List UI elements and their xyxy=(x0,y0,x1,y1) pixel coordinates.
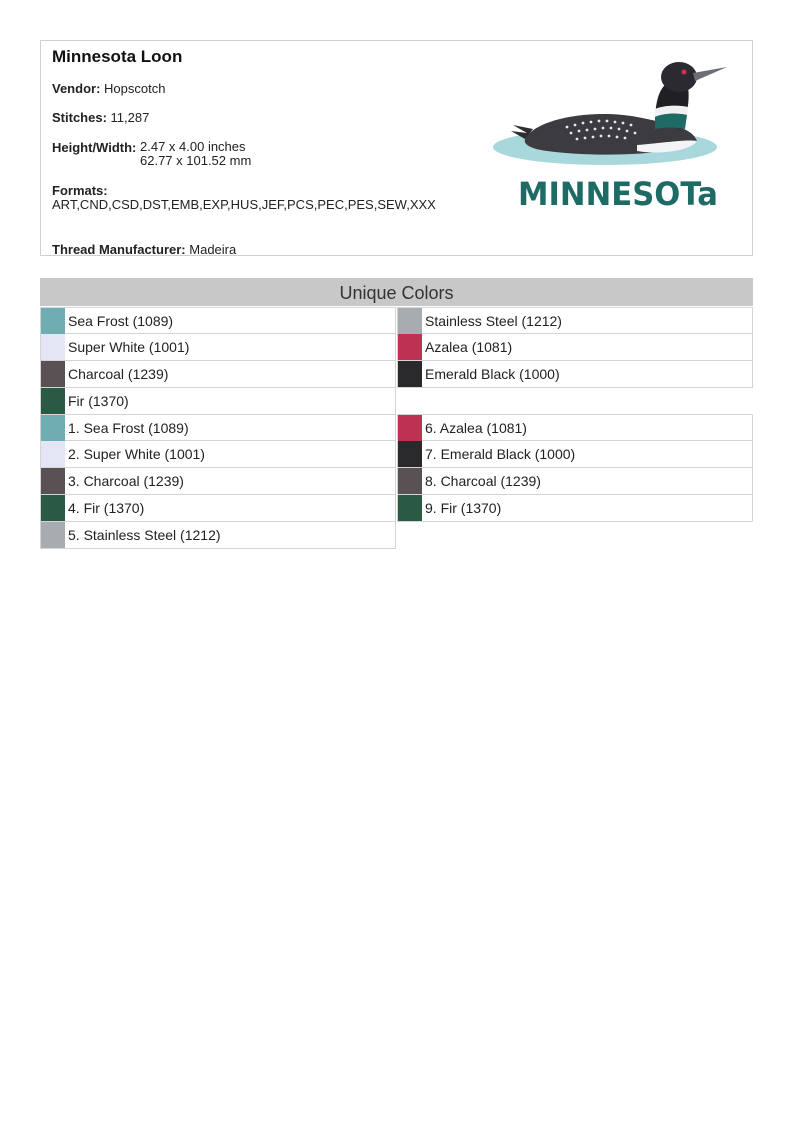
color-row xyxy=(40,388,396,415)
size-field xyxy=(52,140,251,168)
stitches-value: 11,287 xyxy=(110,110,150,125)
color-swatch xyxy=(41,361,65,387)
color-row xyxy=(397,361,753,388)
design-info-panel xyxy=(40,40,753,256)
color-row xyxy=(40,468,396,495)
color-swatch xyxy=(41,522,65,548)
color-label: Super White (1001) xyxy=(68,339,190,355)
color-row xyxy=(397,307,753,334)
color-swatch xyxy=(41,441,65,467)
color-label: Emerald Black (1000) xyxy=(425,366,560,382)
color-swatch xyxy=(41,334,65,360)
thread-value: Madeira xyxy=(189,242,237,257)
color-label: 5. Stainless Steel (1212) xyxy=(68,527,221,543)
color-label: 7. Emerald Black (1000) xyxy=(425,446,576,462)
color-label: 3. Charcoal (1239) xyxy=(68,473,184,489)
color-row xyxy=(40,334,396,361)
formats-value: ART,CND,CSD,DST,EMB,EXP,HUS,JEF,PCS,PEC,PES,SEW,XXX xyxy=(52,197,436,212)
color-label: Fir (1370) xyxy=(68,393,129,409)
vendor-label: Vendor: xyxy=(52,81,101,96)
color-swatch xyxy=(398,468,422,494)
color-swatch xyxy=(41,388,65,414)
color-label: Sea Frost (1089) xyxy=(68,313,174,329)
color-row xyxy=(397,334,753,361)
vendor-value: Hopscotch xyxy=(104,81,166,96)
color-label: 2. Super White (1001) xyxy=(68,446,205,462)
color-label: Stainless Steel (1212) xyxy=(425,313,562,329)
formats-label: Formats: xyxy=(52,183,108,198)
color-row xyxy=(40,307,396,334)
color-row xyxy=(397,468,753,495)
color-row xyxy=(40,495,396,522)
color-label: Azalea (1081) xyxy=(425,339,513,355)
color-swatch xyxy=(41,495,65,521)
size-inches: 2.47 x 4.00 inches xyxy=(140,139,246,154)
color-swatch xyxy=(41,308,65,334)
color-swatch xyxy=(41,415,65,441)
color-row xyxy=(40,414,396,441)
design-title: Minnesota Loon xyxy=(52,47,183,66)
color-swatch xyxy=(398,361,422,387)
vendor-field xyxy=(52,81,165,96)
color-swatch xyxy=(398,334,422,360)
size-label: Height/Width: xyxy=(52,140,137,155)
color-swatch xyxy=(398,441,422,467)
color-swatch xyxy=(398,415,422,441)
color-row xyxy=(397,495,753,522)
color-label: 4. Fir (1370) xyxy=(68,500,145,516)
color-row xyxy=(40,441,396,468)
logo-text: MINNESOTa xyxy=(518,175,718,213)
color-swatch xyxy=(398,308,422,334)
color-swatch xyxy=(41,468,65,494)
stitches-field xyxy=(52,110,149,125)
color-row xyxy=(397,441,753,468)
loon-icon xyxy=(511,62,727,155)
color-label: 9. Fir (1370) xyxy=(425,500,502,516)
unique-colors-header: Unique Colors xyxy=(40,278,753,306)
color-row xyxy=(40,361,396,388)
color-label: 6. Azalea (1081) xyxy=(425,420,527,436)
stitches-label: Stitches: xyxy=(52,110,107,125)
color-row xyxy=(397,414,753,441)
color-label: Charcoal (1239) xyxy=(68,366,169,382)
thread-field xyxy=(52,242,236,257)
minnesota-loon-logo xyxy=(487,47,749,215)
thread-label: Thread Manufacturer: xyxy=(52,242,186,257)
color-label: 8. Charcoal (1239) xyxy=(425,473,541,489)
color-row xyxy=(40,522,396,549)
color-label: 1. Sea Frost (1089) xyxy=(68,420,189,436)
size-mm: 62.77 x 101.52 mm xyxy=(140,153,252,168)
formats-field xyxy=(52,184,482,212)
color-swatch xyxy=(398,495,422,521)
